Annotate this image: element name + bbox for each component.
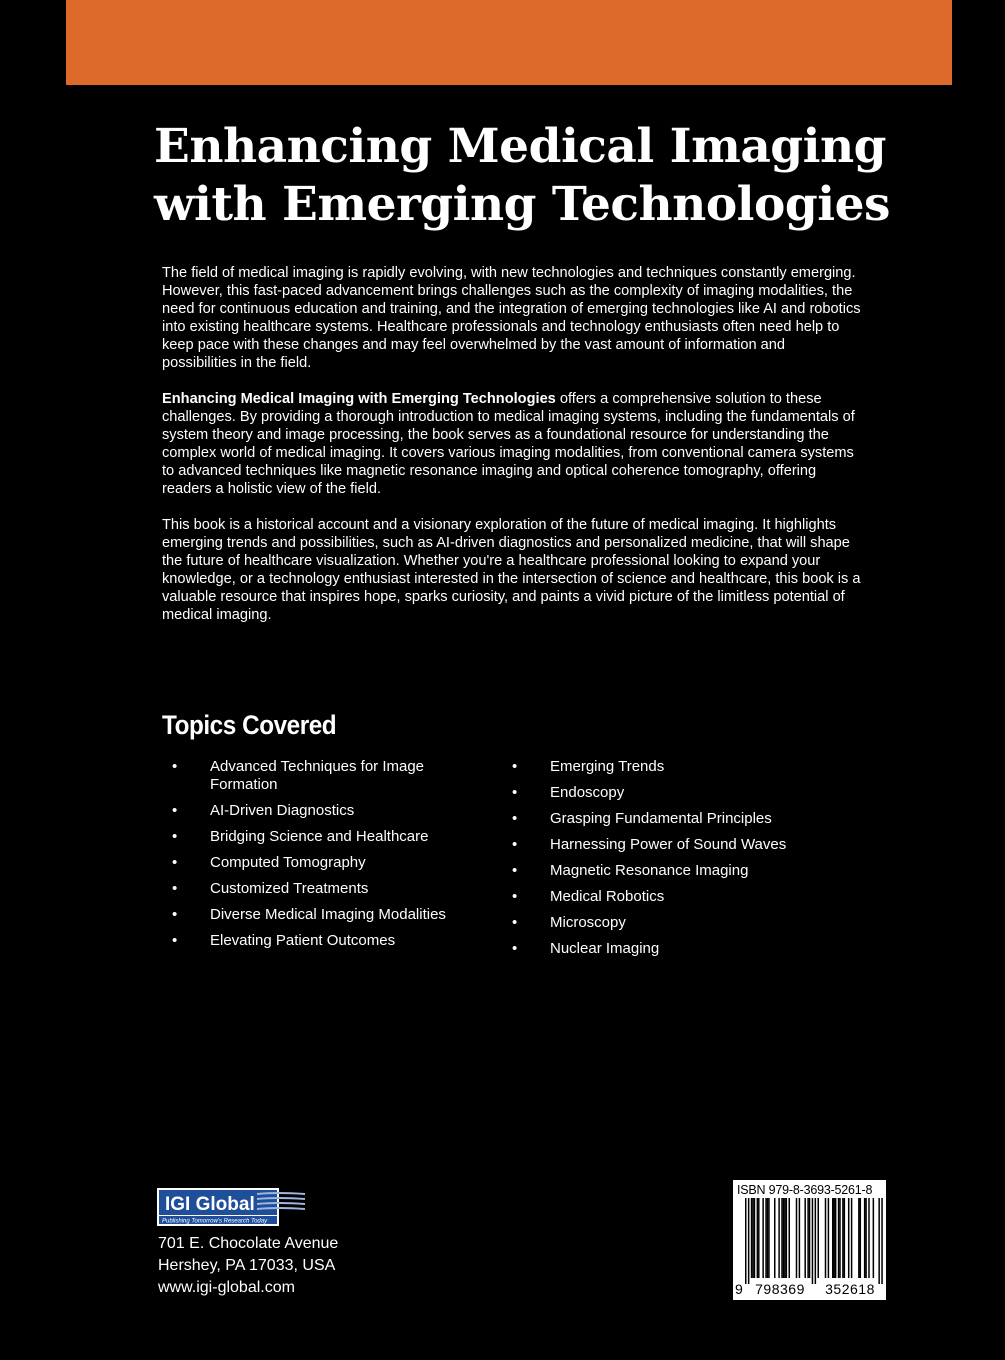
barcode-bar [786, 1198, 788, 1278]
barcode-bar [804, 1198, 806, 1278]
barcode-bar [762, 1198, 764, 1278]
bullet-icon: • [512, 784, 518, 801]
topic-item [512, 940, 842, 958]
barcode-bar [754, 1198, 756, 1278]
topic-item [172, 758, 482, 794]
bullet-icon: • [512, 836, 518, 853]
barcode-bar [828, 1198, 830, 1278]
barcode-bar [751, 1198, 753, 1278]
bullet-icon: • [172, 758, 178, 775]
bullet-icon: • [512, 940, 518, 957]
topic-item [512, 784, 842, 802]
topics-heading: Topics Covered [162, 710, 337, 740]
barcode-bar [758, 1198, 760, 1278]
barcode-bar [748, 1198, 750, 1284]
topic-item [172, 880, 482, 898]
description-paragraph-2-text: offers a comprehensive solution to these challenges. By providing a thorough introduction to medical imaging systems, including the fundamentals of system theory and image processing, the book serves as a foundational resource for understanding the complex world of medical imaging. It covers various imaging modalities, from conventional camera systems to advanced techniques like magnetic resonance imaging and optical coherence tomography, offering readers a holistic view of the field. [162, 391, 855, 497]
barcode-bar [796, 1198, 798, 1278]
barcode-bar [865, 1198, 867, 1278]
barcode-bar [815, 1198, 817, 1284]
logo-name: IGI Global [165, 1194, 255, 1215]
barcode-bar [757, 1198, 759, 1278]
barcode-bars [733, 1198, 886, 1284]
barcode-bar [873, 1198, 875, 1278]
topics-list-right [512, 758, 842, 966]
isbn-barcode [733, 1180, 886, 1300]
topic-item [172, 828, 482, 846]
barcode-bar [781, 1198, 783, 1278]
barcode-bar [835, 1198, 837, 1278]
barcode-bar [765, 1198, 767, 1278]
topic-label: Computed Tomography [210, 854, 366, 871]
topic-item [512, 862, 842, 880]
barcode-bar [858, 1198, 860, 1278]
barcode-bar [789, 1198, 791, 1278]
topic-label: Endoscopy [550, 784, 625, 801]
barcode-bar [832, 1198, 834, 1278]
topic-item [172, 932, 482, 950]
bullet-icon: • [512, 810, 518, 827]
topic-label: Nuclear Imaging [550, 940, 660, 957]
barcode-bar [767, 1198, 769, 1278]
barcode-bar [848, 1198, 850, 1278]
topic-label: Microscopy [550, 914, 626, 931]
barcode-digit-group-2: 352618 [825, 1281, 875, 1297]
barcode-bar [842, 1198, 844, 1278]
bullet-icon: • [172, 880, 178, 897]
barcode-bar [851, 1198, 853, 1278]
barcode-bar [809, 1198, 811, 1278]
barcode-bar [768, 1198, 770, 1278]
bullet-icon: • [172, 906, 178, 923]
title-line-2: with Emerging Technologies [154, 177, 890, 232]
isbn-label: ISBN 979-8-3693-5261-8 [737, 1183, 873, 1197]
bullet-icon: • [172, 828, 178, 845]
bullet-icon: • [172, 932, 178, 949]
barcode-bar [784, 1198, 786, 1278]
barcode-bar [818, 1198, 820, 1278]
igi-global-logo [157, 1188, 307, 1228]
barcode-digits [735, 1281, 884, 1297]
topic-item [172, 854, 482, 872]
topic-label: Grasping Fundamental Principles [550, 810, 772, 827]
topic-item [512, 758, 842, 776]
topic-label: Elevating Patient Outcomes [210, 932, 396, 949]
barcode-bar [864, 1198, 866, 1278]
barcode-bar [812, 1198, 814, 1284]
topic-label: Diverse Medical Imaging Modalities [210, 906, 446, 923]
bullet-icon: • [172, 854, 178, 871]
publisher-address [158, 1233, 338, 1299]
barcode-bar [774, 1198, 776, 1278]
topic-item [512, 888, 842, 906]
topic-label: Advanced Techniques for Image Formation [210, 758, 425, 793]
bullet-icon: • [512, 758, 518, 775]
topic-label: Customized Treatments [210, 880, 369, 897]
topic-label: Magnetic Resonance Imaging [550, 862, 749, 879]
barcode-bar [860, 1198, 862, 1278]
topic-item [512, 836, 842, 854]
topics-list-left [172, 758, 482, 958]
bullet-icon: • [172, 802, 178, 819]
barcode-bar [844, 1198, 846, 1278]
barcode-bar [752, 1198, 754, 1278]
title-line-1: Enhancing Medical Imaging [154, 119, 887, 174]
barcode-bar [799, 1198, 801, 1278]
barcode-bar [783, 1198, 785, 1278]
logo-tagline: Publishing Tomorrow's Research Today [162, 1218, 268, 1225]
topic-item [512, 810, 842, 828]
topic-item [172, 802, 482, 820]
address-street: 701 E. Chocolate Avenue [158, 1235, 339, 1252]
description-paragraph-2 [162, 390, 862, 498]
topic-item [512, 914, 842, 932]
publisher-website: www.igi-global.com [158, 1279, 295, 1296]
barcode-bar [839, 1198, 841, 1278]
barcode-bar [868, 1198, 870, 1278]
topic-item [172, 906, 482, 924]
barcode-bar [838, 1198, 840, 1278]
topic-label: Bridging Science and Healthcare [210, 828, 429, 845]
description-book-title-bold: Enhancing Medical Imaging with Emerging Technologies [162, 391, 556, 407]
barcode-bar [878, 1198, 880, 1284]
topic-label: Emerging Trends [550, 758, 665, 775]
barcode-bar [745, 1198, 747, 1284]
top-color-band [66, 0, 952, 85]
description-paragraph-1: The field of medical imaging is rapidly evolving, with new technologies and techniques constantly emerging. However, this fast-paced advancement brings challenges such as the complexity of imaging modalities, the need for continuous education and training, and the integration of emerging technologies like AI and robotics into existing healthcare systems. Healthcare professionals and technology enthusiasts often need help to keep pace with these changes and may feel overwhelmed by the vast amount of information and possibilities in the field. [162, 265, 861, 371]
barcode-bar [807, 1198, 809, 1278]
topic-label: Medical Robotics [550, 888, 665, 905]
bullet-icon: • [512, 914, 518, 931]
bullet-icon: • [512, 888, 518, 905]
topic-label: AI-Driven Diagnostics [210, 802, 355, 819]
barcode-bar [825, 1198, 827, 1278]
barcode-digit-group-1: 798369 [755, 1281, 805, 1297]
book-title [154, 118, 914, 234]
barcode-bar [778, 1198, 780, 1278]
barcode-bar [881, 1198, 883, 1284]
description-paragraph-3: This book is a historical account and a visionary exploration of the future of medical imaging. It highlights emerging trends and possibilities, such as AI-driven diagnostics and personalized medicine, that will shape the future of healthcare visualization. Whether you're a healthcare professional looking to expand your knowledge, or a technology enthusiast interested in the intersection of science and healthcare, this book is a valuable resource that inspires hope, sparks curiosity, and paints a vivid picture of the limitless potential of medical imaging. [162, 517, 861, 623]
topic-label: Harnessing Power of Sound Waves [550, 836, 787, 853]
address-city: Hershey, PA 17033, USA [158, 1257, 336, 1274]
barcode-bar [833, 1198, 835, 1278]
bullet-icon: • [512, 862, 518, 879]
book-description [162, 264, 862, 642]
barcode-lead-digit: 9 [735, 1281, 744, 1297]
